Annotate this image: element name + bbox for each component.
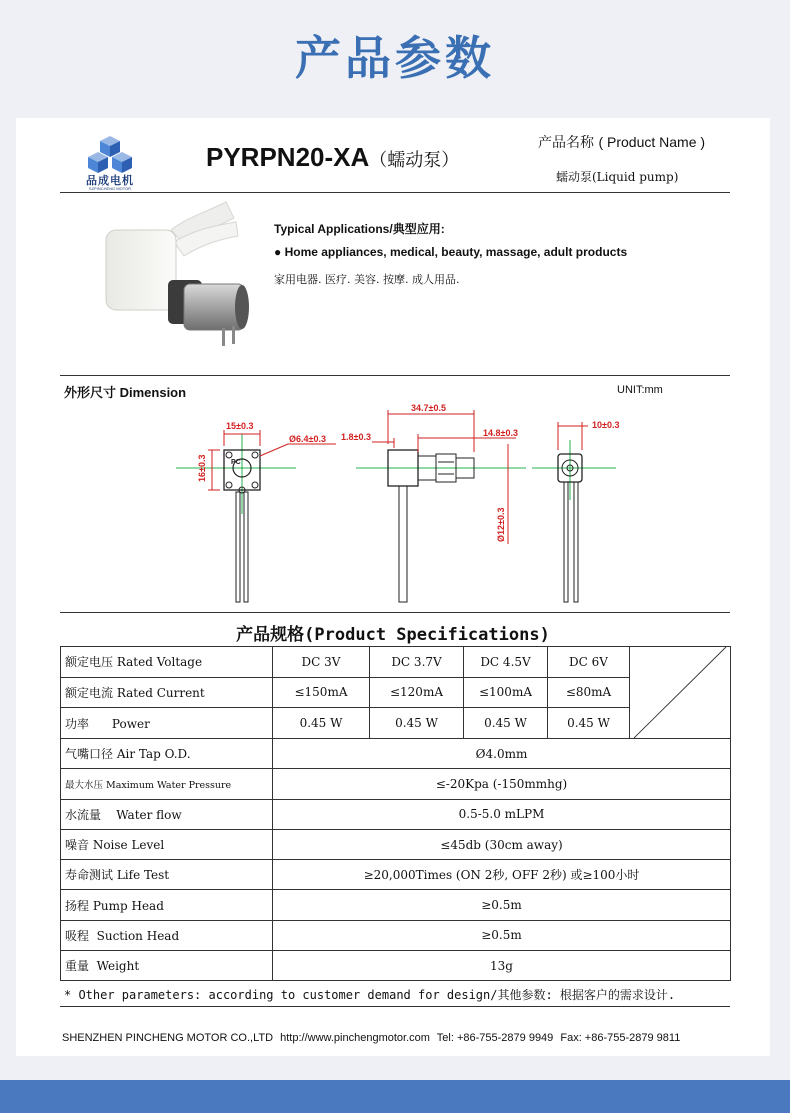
dim-length-1-8: 1.8±0.3 — [341, 432, 371, 442]
dim-width-15: 15±0.3 — [226, 421, 254, 431]
row-label: 重量 Weight — [61, 951, 273, 981]
dim-dia-12: Ø12±0.3 — [496, 507, 506, 542]
row-label: 最大水压 Maximum Water Pressure — [61, 769, 273, 799]
pump-photo — [76, 200, 256, 370]
applications-title: Typical Applications/典型应用: — [274, 222, 445, 236]
cell: ≥20,000Times (ON 2秒, OFF 2秒) 或≥100小时 — [273, 860, 731, 890]
dim-dia-6-4: Ø6.4±0.3 — [289, 434, 326, 444]
cell: ≥0.5m — [273, 890, 731, 920]
row-label: 噪音 Noise Level — [61, 829, 273, 859]
cell: 0.45 W — [273, 708, 370, 739]
row-label: 寿命测试 Life Test — [61, 860, 273, 890]
cell: ≤150mA — [273, 677, 370, 708]
side-view — [341, 403, 526, 602]
table-row — [61, 920, 731, 950]
dimension-unit: UNIT:mm — [617, 384, 663, 396]
row-label: 吸程 Suction Head — [61, 920, 273, 950]
footer-bar — [0, 1080, 790, 1113]
product-name-label-en: ( Product Name ) — [598, 134, 706, 150]
dim-width-10: 10±0.3 — [592, 420, 620, 430]
cell: DC 3V — [273, 647, 370, 678]
cell: ≥0.5m — [273, 920, 731, 950]
logo-subtitle: SZPINCHENG MOTOR — [88, 186, 132, 191]
row-label: 额定电流 Rated Current — [61, 677, 273, 708]
specs-title: 产品规格(Product Specifications) — [236, 625, 550, 645]
cell: ≤45db (30cm away) — [273, 829, 731, 859]
banner-title: 产品参数 — [295, 31, 495, 85]
table-row — [61, 890, 731, 920]
product-name-value: 蠕动泵(Liquid pump) — [556, 170, 679, 184]
other-parameters-note: * Other parameters: according to customer demand for design/其他参数: 根据客户的需求设计. — [64, 988, 676, 1002]
specs-table — [60, 646, 731, 981]
divider — [60, 1006, 730, 1007]
divider — [60, 375, 730, 376]
row-label: 水流量 Water flow — [61, 799, 273, 829]
row-label: 扬程 Pump Head — [61, 890, 273, 920]
row-label: 气嘴口径 Air Tap O.D. — [61, 739, 273, 769]
dim-height-16: 16±0.3 — [197, 454, 207, 482]
pc-mark: PC — [231, 459, 241, 466]
logo-name: 品成电机 — [86, 174, 134, 187]
cell: Ø4.0mm — [273, 739, 731, 769]
table-row — [61, 739, 731, 769]
footer-contact — [62, 1032, 684, 1044]
row-label: 额定电压 Rated Voltage — [61, 647, 273, 678]
cell: ≤120mA — [370, 677, 464, 708]
applications-cn: 家用电器. 医疗. 美容. 按摩. 成人用品. — [274, 273, 460, 286]
cell: 0.45 W — [370, 708, 464, 739]
front-view — [176, 421, 336, 602]
end-view — [532, 420, 619, 602]
cell: DC 4.5V — [464, 647, 548, 678]
spec-sheet — [16, 118, 770, 1056]
model-type-cn: （蠕动泵） — [369, 150, 460, 171]
divider — [60, 192, 730, 193]
cell: ≤80mA — [548, 677, 630, 708]
table-row — [61, 769, 731, 799]
dimension-drawing — [176, 403, 620, 608]
empty-diagonal-cell — [630, 647, 731, 739]
model-number: PYRPN20-XA — [206, 142, 370, 172]
banner — [0, 0, 790, 118]
cell: 0.45 W — [464, 708, 548, 739]
dim-length-34-7: 34.7±0.5 — [411, 403, 446, 413]
table-row — [61, 860, 731, 890]
model-title — [206, 142, 459, 173]
cell: ≤100mA — [464, 677, 548, 708]
cell: DC 6V — [548, 647, 630, 678]
table-row — [61, 647, 731, 678]
dimension-title: 外形尺寸 Dimension — [64, 385, 187, 400]
cell: DC 3.7V — [370, 647, 464, 678]
cell: 0.5-5.0 mLPM — [273, 799, 731, 829]
company-tel: Tel: +86-755-2879 9949 — [436, 1032, 554, 1044]
product-name-label-cn: 产品名称 — [538, 135, 594, 151]
product-name-label — [538, 132, 705, 152]
table-row — [61, 829, 731, 859]
cell: 13g — [273, 951, 731, 981]
company-name: SHENZHEN PINCHENG MOTOR CO.,LTD — [62, 1032, 274, 1044]
cell: 0.45 W — [548, 708, 630, 739]
applications-list: ● Home appliances, medical, beauty, massage, adult products — [274, 245, 628, 259]
row-label: 功率 Power — [61, 708, 273, 739]
dim-length-14-8: 14.8±0.3 — [483, 428, 518, 438]
cell: ≤-20Kpa (-150mmhg) — [273, 769, 731, 799]
company-url[interactable]: http://www.pinchengmotor.com — [280, 1032, 430, 1044]
divider — [60, 612, 730, 613]
company-fax: Fax: +86-755-2879 9811 — [560, 1032, 681, 1044]
table-row — [61, 951, 731, 981]
table-row — [61, 799, 731, 829]
